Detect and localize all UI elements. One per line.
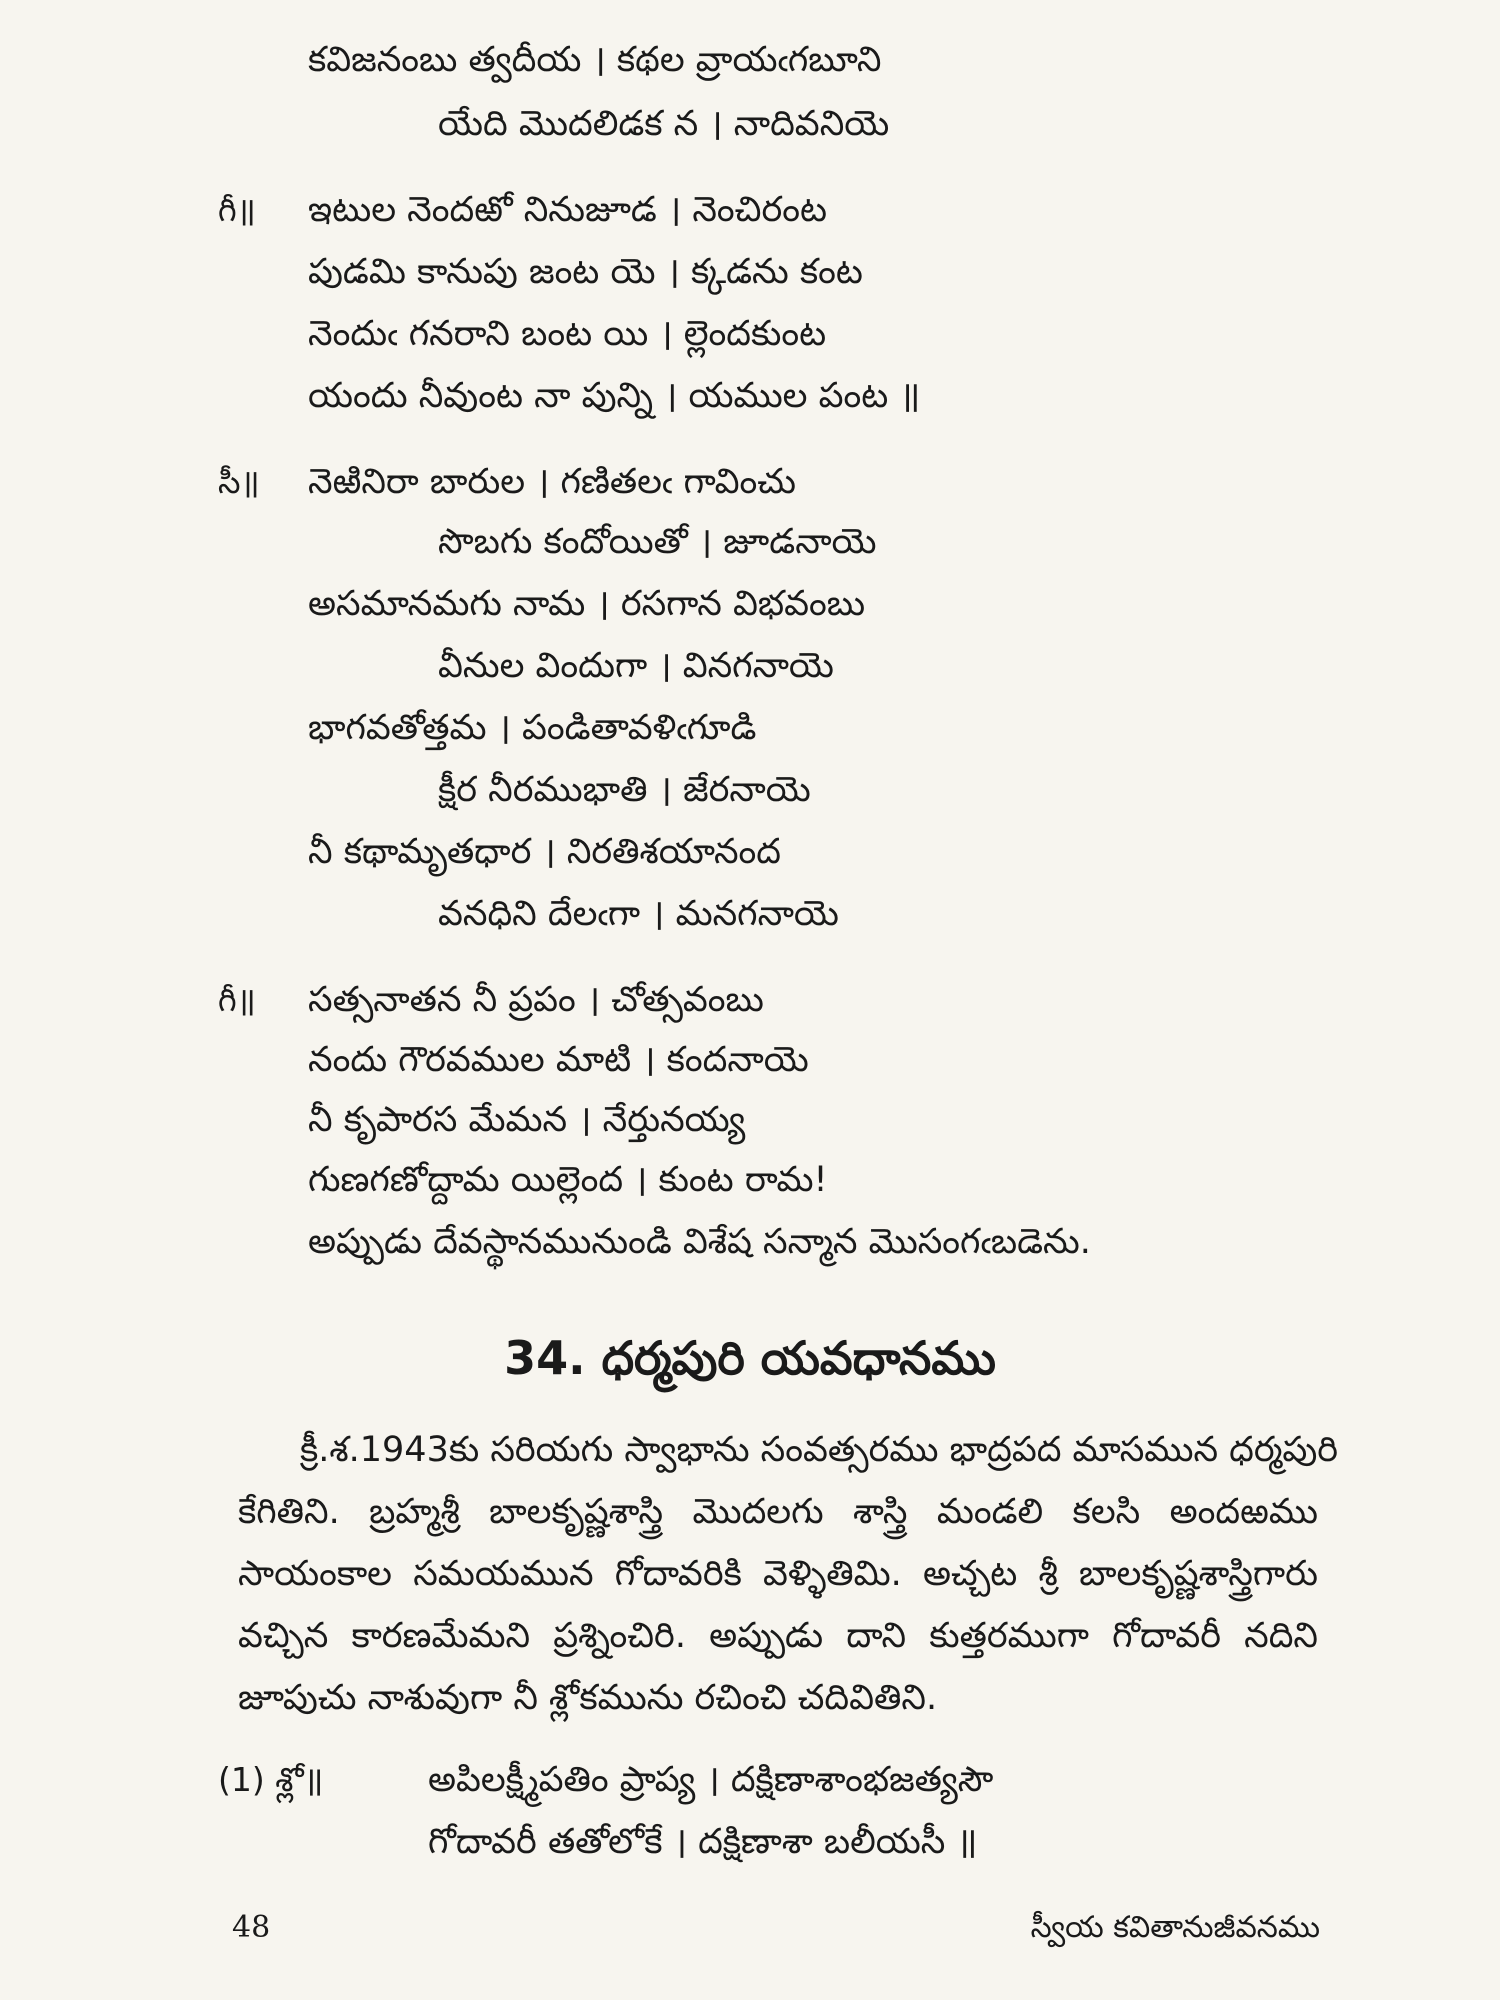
poem-line: నీ కథామృతధార । నిరతిశయానంద (308, 832, 781, 872)
poem-line: భాగవతోత్తమ । పండితావళిఁగూడి (308, 708, 757, 748)
poem-line: యందు నీవుంట నా పున్ని । యముల పంట ॥ (308, 376, 921, 416)
poem-line: పుడమి కానుపు జంట యె । క్కడను కంట (308, 252, 863, 292)
poem-line: వనధిని దేలఁగా । మనగనాయె (438, 894, 839, 934)
section-title: 34. ధర్మపురి యవధానము (504, 1331, 996, 1385)
verse-mark: సీ॥ (218, 463, 260, 501)
prose-line: అప్పుడు దేవస్థానమునుండి విశేష సన్మాన మొసంగఁబడెను. (308, 1222, 1091, 1262)
poem-line: క్షీర నీరముభాతి । జేరనాయె (438, 770, 811, 810)
poem-line: యేది మొదలిడక న । నాదివనియె (438, 104, 890, 144)
poem-line: సత్సనాతన నీ ప్రపం । చోత్సవంబు (308, 980, 764, 1020)
page-number: 48 (232, 1910, 271, 1945)
poem-line: నెఱినిరా బారుల । గణితలఁ గావించు (308, 462, 796, 502)
shloka-line: అపిలక్ష్మీపతిం ప్రాప్య । దక్షిణాశాంభజత్యసౌ (428, 1760, 994, 1800)
running-title: స్వీయ కవితానుజీవనము (1030, 1910, 1320, 1945)
prose-line: కేగితిని. బ్రహ్మశ్రీ బాలకృష్ణశాస్త్రి మొదలగు శాస్త్రి మండలి కలసి అందఱము (238, 1492, 1318, 1532)
prose-line: సాయంకాల సమయమున గోదావరికి వెళ్ళితిమి. అచ్చట శ్రీ బాలకృష్ణశాస్త్రిగారు (238, 1554, 1318, 1594)
poem-line: నీ కృపారస మేమన । నేర్తునయ్య (308, 1100, 746, 1140)
poem-line: గుణగణోద్దామ యిల్లెంద । కుంట రామ! (308, 1160, 828, 1200)
poem-line: ఇటుల నెందఱో నినుజూడ । నెంచిరంట (308, 190, 827, 230)
verse-mark: గీ॥ (218, 191, 256, 229)
verse-mark: (1) శ్లో॥ (218, 1760, 324, 1799)
poem-line: కవిజనంబు త్వదీయ । కథల వ్రాయఁగబూని (308, 40, 882, 80)
prose-line: వచ్చిన కారణమేమని ప్రశ్నించిరి. అప్పుడు దాని కుత్తరముగా గోదావరీ నదిని (238, 1616, 1318, 1656)
prose-line: క్రీ.శ.1943కు సరియగు స్వాభాను సంవత్సరము భాద్రపద మాసమున ధర్మపురి (300, 1430, 1339, 1470)
poem-line: నందు గౌరవముల మాటి । కందనాయె (308, 1040, 809, 1080)
poem-line: నెందుఁ గనరాని బంట యి । ల్లెందకుంట (308, 314, 827, 354)
poem-line: వీనుల విందుగా । వినగనాయె (438, 646, 834, 686)
poem-line: సొబగు కందోయితో । జూడనాయె (438, 522, 877, 562)
verse-mark: గీ॥ (218, 981, 256, 1019)
prose-line: జూపుచు నాశువుగా నీ శ్లోకమును రచించి చదివితిని. (238, 1678, 938, 1718)
shloka-line: గోదావరీ తతోలోకే । దక్షిణాశా బలీయసీ ॥ (428, 1822, 978, 1862)
poem-line: అసమానమగు నామ । రసగాన విభవంబు (308, 584, 866, 624)
